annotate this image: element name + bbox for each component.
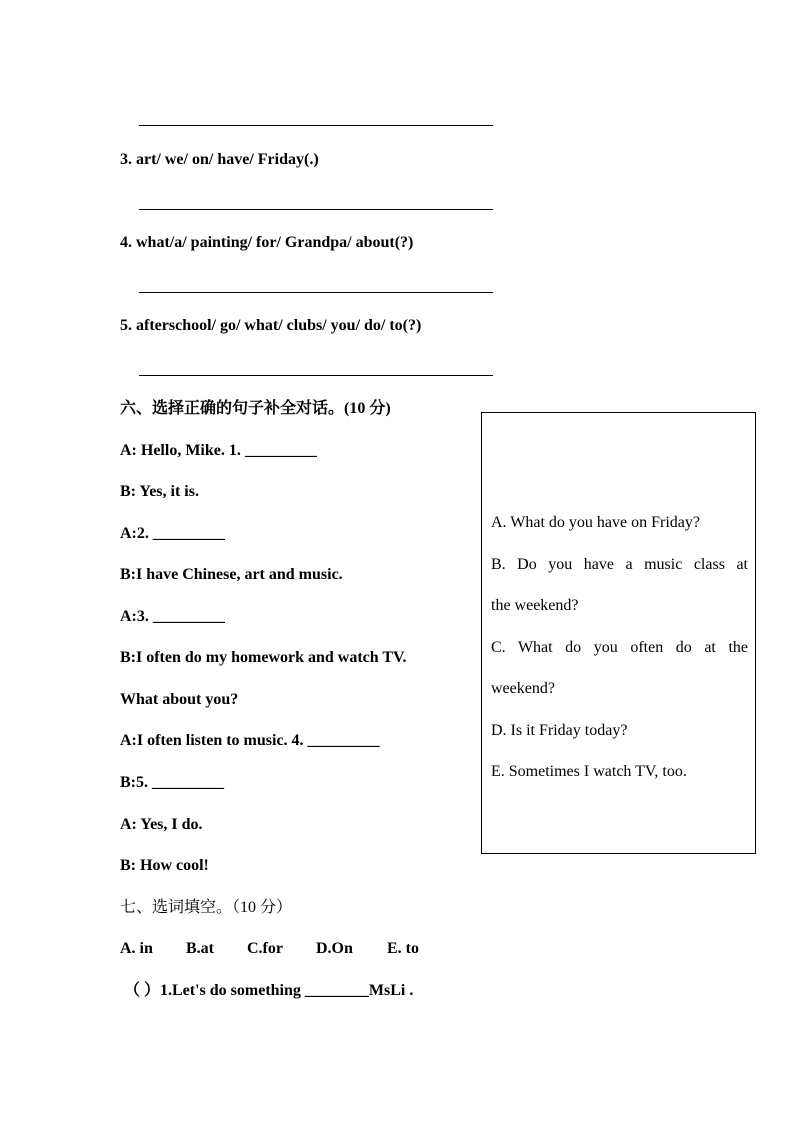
section6-heading: 六、选择正确的句子补全对话。(10 分) bbox=[120, 400, 391, 417]
dialogue-line: A: Hello, Mike. 1. _________ bbox=[120, 442, 317, 459]
choice-d: D.On bbox=[316, 940, 353, 957]
option-d: D. Is it Friday today? bbox=[491, 722, 628, 739]
option-b: B. Do you have a music class at bbox=[491, 556, 748, 573]
choice-e: E. to bbox=[387, 940, 419, 957]
choice-c: C.for bbox=[247, 940, 283, 957]
dialogue-line: B:I often do my homework and watch TV. bbox=[120, 649, 407, 666]
option-c-cont: weekend? bbox=[491, 680, 555, 697]
choice-b: B.at bbox=[186, 940, 214, 957]
word-choices bbox=[120, 939, 419, 959]
dialogue-line: A: Yes, I do. bbox=[120, 816, 203, 833]
option-c: C. What do you often do at the bbox=[491, 639, 748, 656]
dialogue-line: A:3. _________ bbox=[120, 608, 225, 625]
dialogue-line: B: How cool! bbox=[120, 857, 209, 874]
dialogue-line: B:5. _________ bbox=[120, 774, 224, 791]
dialogue-line: A:2. _________ bbox=[120, 525, 225, 542]
answer-line-3 bbox=[139, 209, 493, 210]
fill-question-1: （ ）1.Let's do something ________MsLi . bbox=[124, 982, 414, 999]
dialogue-line: What about you? bbox=[120, 691, 239, 708]
unscramble-item-4: 4. what/a/ painting/ for/ Grandpa/ about(?) bbox=[120, 234, 414, 251]
dialogue-line: B:I have Chinese, art and music. bbox=[120, 566, 343, 583]
section7-heading: 七、选词填空。（10 分） bbox=[120, 899, 293, 916]
dialogue-line: A:I often listen to music. 4. _________ bbox=[120, 732, 380, 749]
unscramble-item-5: 5. afterschool/ go/ what/ clubs/ you/ do/ to(?) bbox=[120, 317, 422, 334]
answer-line-4 bbox=[139, 292, 493, 293]
choice-a: A. in bbox=[120, 940, 153, 957]
options-box bbox=[481, 412, 756, 854]
unscramble-item-3: 3. art/ we/ on/ have/ Friday(.) bbox=[120, 151, 319, 168]
option-b-cont: the weekend? bbox=[491, 597, 579, 614]
dialogue-line: B: Yes, it is. bbox=[120, 483, 199, 500]
option-a: A. What do you have on Friday? bbox=[491, 514, 700, 531]
option-e: E. Sometimes I watch TV, too. bbox=[491, 763, 687, 780]
answer-line-5 bbox=[139, 375, 493, 376]
answer-line-2 bbox=[139, 125, 493, 126]
